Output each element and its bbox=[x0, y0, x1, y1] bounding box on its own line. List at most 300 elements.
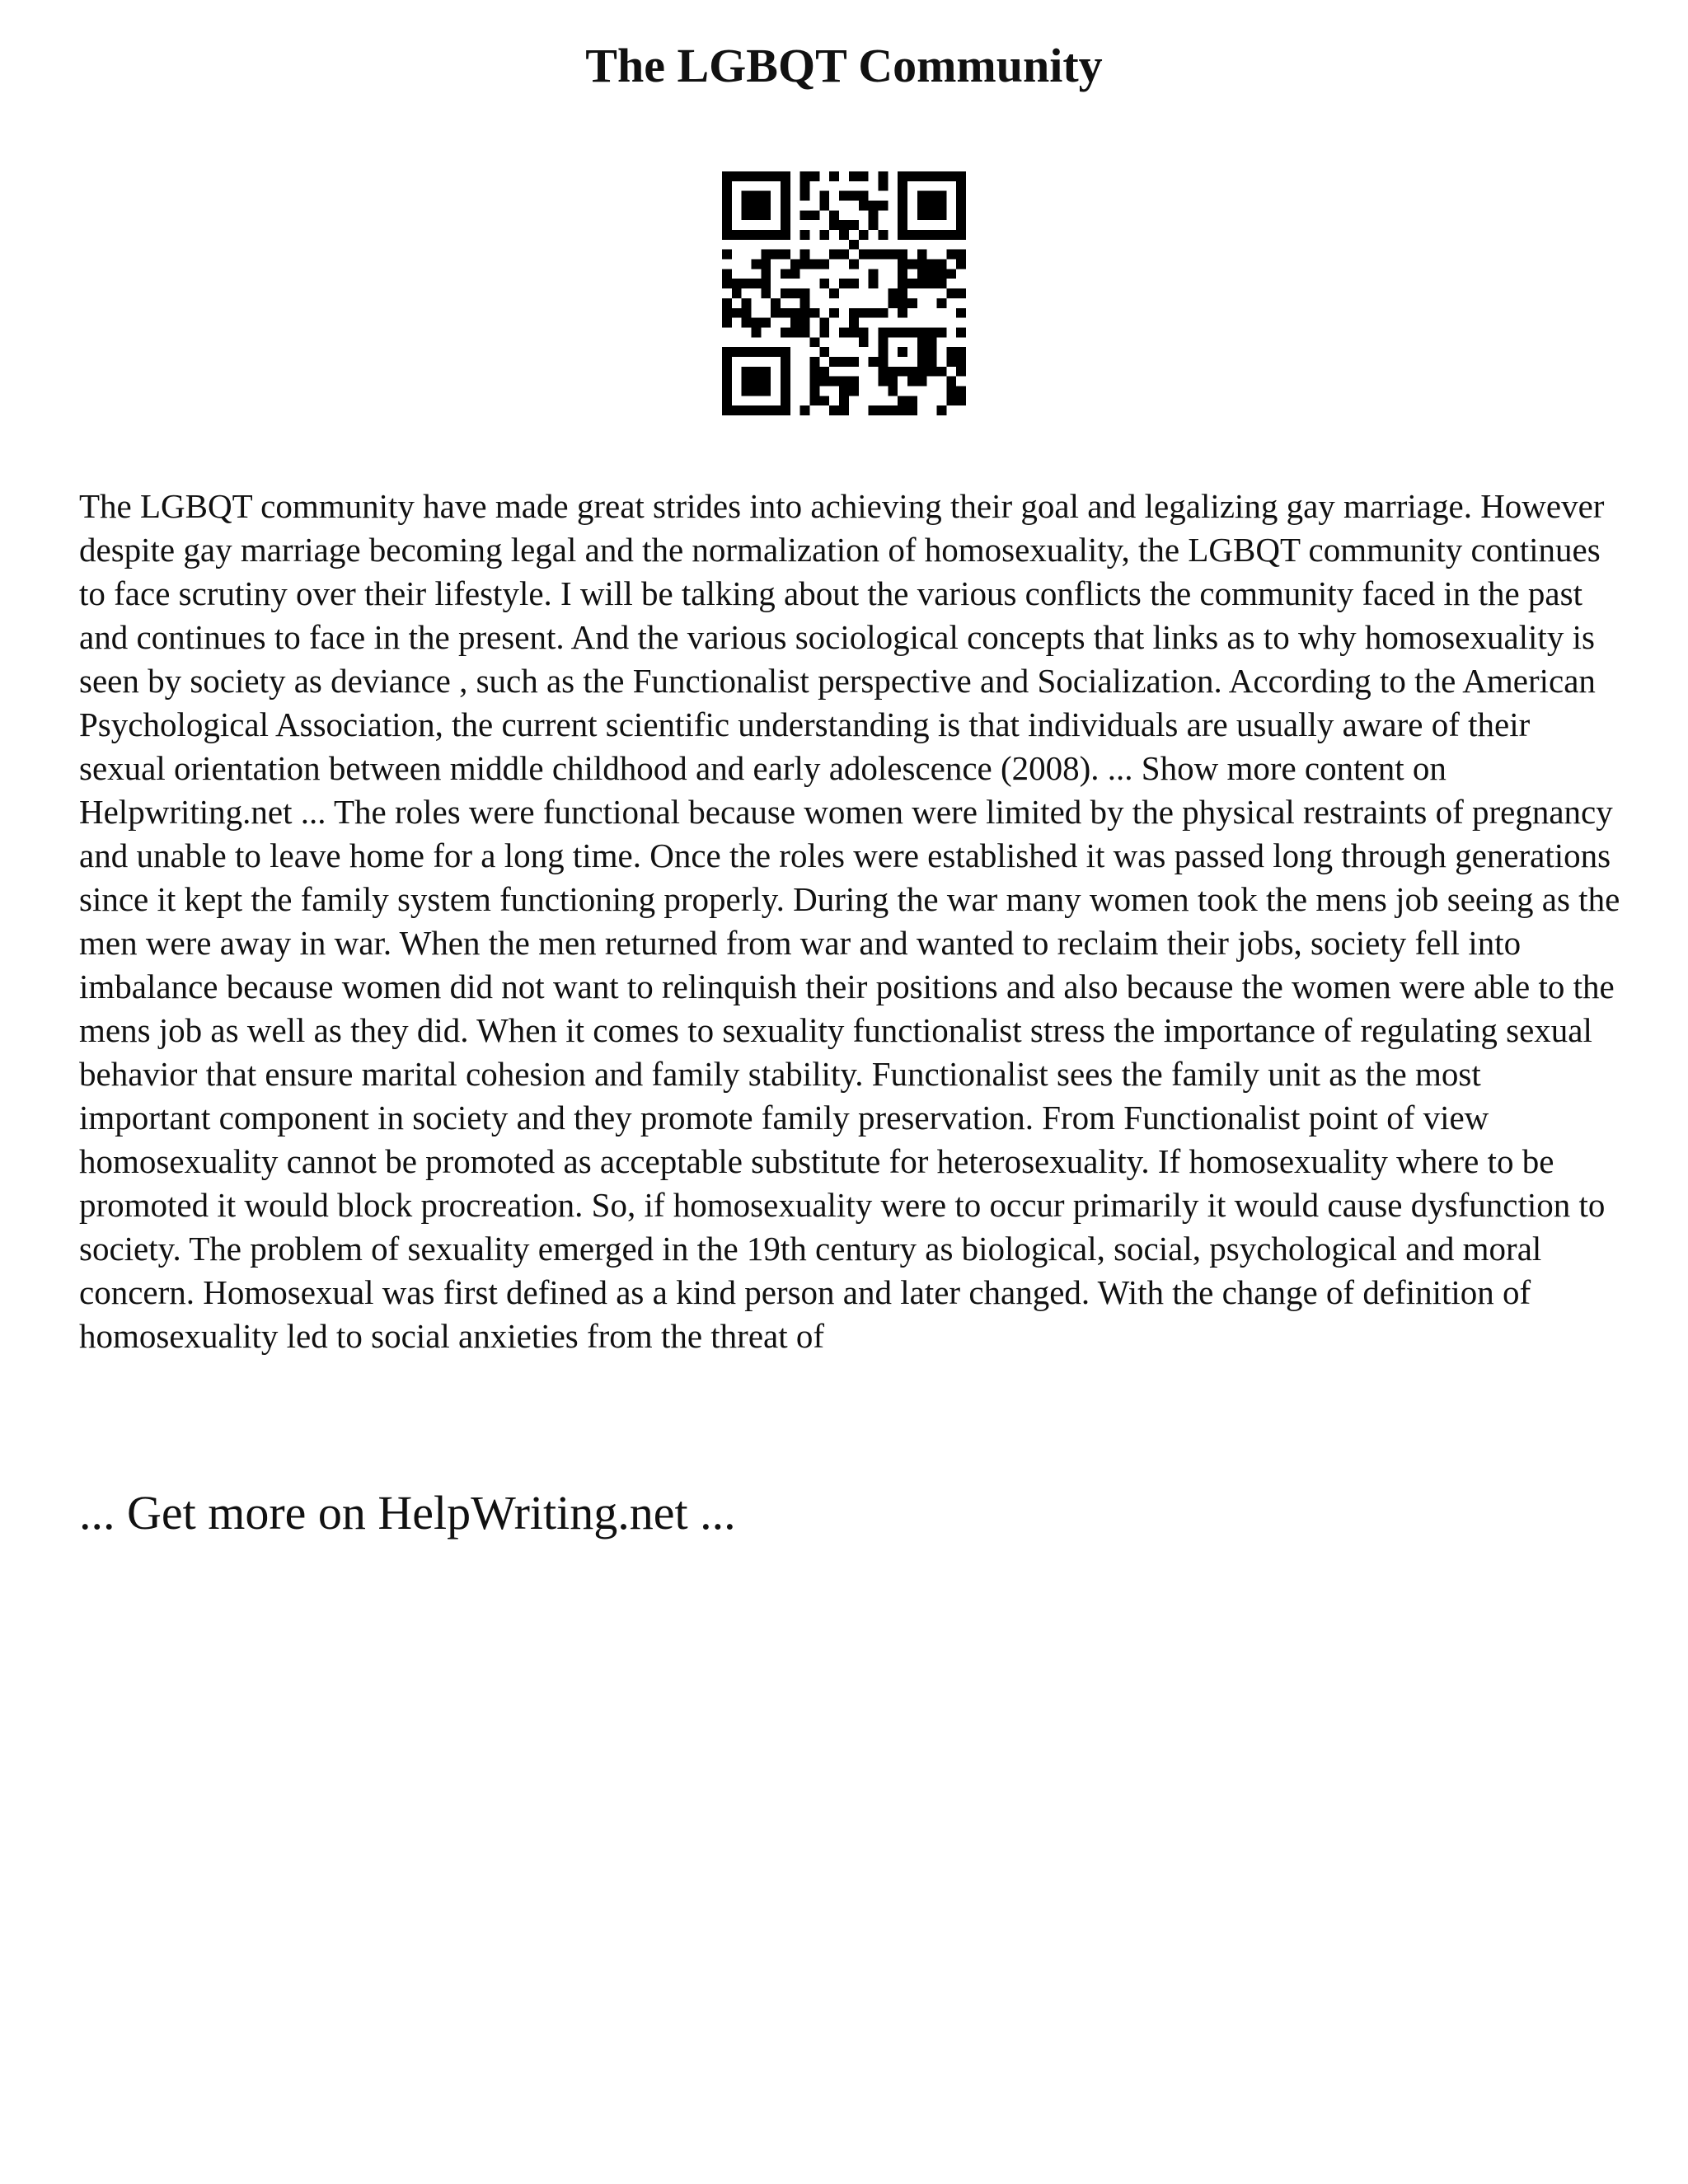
qr-module bbox=[956, 367, 966, 377]
qr-module bbox=[752, 230, 762, 240]
qr-module bbox=[829, 250, 839, 260]
qr-module bbox=[722, 279, 732, 288]
qr-module bbox=[956, 171, 966, 181]
qr-module bbox=[946, 377, 956, 387]
qr-module bbox=[917, 377, 927, 387]
qr-module bbox=[761, 386, 771, 396]
qr-module bbox=[849, 357, 859, 367]
qr-module bbox=[732, 405, 742, 415]
qr-module bbox=[927, 327, 937, 337]
qr-module bbox=[800, 260, 810, 269]
qr-module bbox=[810, 171, 820, 181]
qr-module bbox=[956, 396, 966, 405]
article-body: The LGBQT community have made great strides into achieving their goal and legalizing gay marriage. However despite gay marriage becoming legal and the normalization of homosexuality, the LGBQT community continues to face scrutiny over their lifestyle. I will be talking about the various conflicts the community faced in the past and continues to face in the present. And the various sociological concepts that links as to why homosexuality is seen by society as deviance , such as the Functionalist perspective and Socialization. According to the American Psychological Association, the current scientific understanding is that individuals are usually aware of their sexual orientation between middle childhood and early adolescence (2008). ... Show more content on Helpwriting.net ... The roles were functional because women were limited by the physical restraints of pregnancy and unable to leave home for a long time. Once the roles were established it was passed long through generations since it kept the family system functioning properly. During the war many women took the mens job seeing as the men were away in war. When the men returned from war and wanted to reclaim their jobs, society fell into imbalance because women did not want to relinquish their positions and also because the women were able to the mens job as well as they did. When it comes to sexuality functionalist stress the importance of regulating sexual behavior that ensure marital cohesion and family stability. Functionalist sees the family unit as the most important component in society and they promote family preservation. From Functionalist point of view homosexuality cannot be promoted as acceptable substitute for heterosexuality. If homosexuality where to be promoted it would block procreation. So, if homosexuality were to occur primarily it would cause dysfunction to society. The problem of sexuality emerged in the 19th century as biological, social, psychological and moral concern. Homosexual was first defined as a kind person and later changed. With the change of definition of homosexuality led to social anxieties from the threat of bbox=[79, 487, 1620, 1355]
qr-module bbox=[742, 201, 752, 211]
qr-module bbox=[869, 357, 879, 367]
qr-module bbox=[898, 220, 907, 230]
qr-module bbox=[898, 269, 907, 279]
qr-module bbox=[907, 405, 917, 415]
qr-module bbox=[810, 210, 820, 220]
qr-module bbox=[927, 337, 937, 347]
qr-module bbox=[722, 347, 732, 357]
qr-module bbox=[869, 201, 879, 211]
qr-module bbox=[849, 279, 859, 288]
qr-module bbox=[956, 327, 966, 337]
qr-module bbox=[878, 405, 888, 415]
qr-module bbox=[722, 171, 732, 181]
qr-module bbox=[956, 181, 966, 191]
qr-module bbox=[888, 367, 898, 377]
qr-module bbox=[936, 201, 946, 211]
qr-module bbox=[829, 357, 839, 367]
qr-module bbox=[936, 191, 946, 201]
qr-module bbox=[732, 171, 742, 181]
qr-module bbox=[946, 269, 956, 279]
qr-module bbox=[800, 308, 810, 318]
qr-module bbox=[839, 220, 849, 230]
qr-module bbox=[722, 250, 732, 260]
qr-module bbox=[829, 308, 839, 318]
qr-module bbox=[761, 260, 771, 269]
qr-module bbox=[936, 367, 946, 377]
qr-module bbox=[956, 386, 966, 396]
qr-module bbox=[761, 230, 771, 240]
qr-module bbox=[927, 347, 937, 357]
qr-module bbox=[859, 191, 869, 201]
qr-module bbox=[742, 171, 752, 181]
qr-module bbox=[927, 210, 937, 220]
qr-module bbox=[781, 181, 790, 191]
qr-module bbox=[898, 347, 907, 357]
qr-module bbox=[761, 201, 771, 211]
qr-module bbox=[839, 327, 849, 337]
qr-module bbox=[781, 308, 790, 318]
qr-module bbox=[722, 210, 732, 220]
qr-module bbox=[839, 357, 849, 367]
qr-module bbox=[800, 210, 810, 220]
qr-module bbox=[946, 357, 956, 367]
qr-module bbox=[742, 279, 752, 288]
qr-module bbox=[888, 327, 898, 337]
qr-module bbox=[917, 337, 927, 347]
qr-module bbox=[722, 377, 732, 387]
qr-module bbox=[781, 191, 790, 201]
qr-module bbox=[781, 288, 790, 298]
qr-module bbox=[888, 386, 898, 396]
qr-module bbox=[878, 230, 888, 240]
qr-module bbox=[946, 386, 956, 396]
qr-module bbox=[956, 201, 966, 211]
qr-module bbox=[781, 396, 790, 405]
qr-module bbox=[927, 279, 937, 288]
qr-module bbox=[819, 367, 829, 377]
qr-module bbox=[956, 210, 966, 220]
qr-module bbox=[956, 191, 966, 201]
qr-module bbox=[819, 201, 829, 211]
qr-module bbox=[927, 191, 937, 201]
qr-module bbox=[810, 377, 820, 387]
qr-module bbox=[859, 250, 869, 260]
qr-module bbox=[752, 377, 762, 387]
qr-module bbox=[810, 386, 820, 396]
qr-module bbox=[898, 367, 907, 377]
qr-module bbox=[819, 318, 829, 328]
qr-module bbox=[927, 171, 937, 181]
qr-module bbox=[936, 210, 946, 220]
qr-module bbox=[927, 230, 937, 240]
qr-code-icon bbox=[722, 171, 966, 415]
qr-module bbox=[917, 279, 927, 288]
qr-module bbox=[907, 298, 917, 308]
qr-module bbox=[898, 279, 907, 288]
qr-code-graphic bbox=[722, 171, 966, 415]
qr-module bbox=[819, 347, 829, 357]
qr-module bbox=[878, 367, 888, 377]
qr-module bbox=[761, 210, 771, 220]
qr-module bbox=[752, 367, 762, 377]
qr-module bbox=[732, 279, 742, 288]
qr-module bbox=[742, 210, 752, 220]
qr-module bbox=[742, 191, 752, 201]
qr-module bbox=[781, 357, 790, 367]
qr-module bbox=[956, 230, 966, 240]
qr-module bbox=[839, 377, 849, 387]
qr-module bbox=[956, 308, 966, 318]
qr-module bbox=[898, 201, 907, 211]
qr-module bbox=[849, 171, 859, 181]
qr-module bbox=[936, 269, 946, 279]
qr-module bbox=[752, 201, 762, 211]
qr-module bbox=[907, 396, 917, 405]
qr-module bbox=[722, 201, 732, 211]
qr-module bbox=[761, 279, 771, 288]
qr-module bbox=[790, 260, 800, 269]
qr-module bbox=[781, 201, 790, 211]
qr-module bbox=[898, 288, 907, 298]
qr-module bbox=[781, 220, 790, 230]
qr-module bbox=[898, 250, 907, 260]
qr-module bbox=[722, 386, 732, 396]
page-title: The LGBQT Community bbox=[585, 39, 1103, 92]
qr-module bbox=[839, 250, 849, 260]
qr-module bbox=[752, 386, 762, 396]
qr-module bbox=[936, 327, 946, 337]
qr-module bbox=[859, 308, 869, 318]
qr-module bbox=[849, 327, 859, 337]
qr-module bbox=[800, 405, 810, 415]
qr-module bbox=[752, 318, 762, 328]
qr-module bbox=[917, 201, 927, 211]
qr-module bbox=[869, 220, 879, 230]
qr-module bbox=[722, 318, 732, 328]
qr-module bbox=[946, 396, 956, 405]
qr-module bbox=[927, 260, 937, 269]
qr-module bbox=[761, 191, 771, 201]
qr-module bbox=[839, 230, 849, 240]
qr-module bbox=[761, 288, 771, 298]
qr-module bbox=[829, 210, 839, 220]
qr-module bbox=[859, 201, 869, 211]
qr-module bbox=[722, 405, 732, 415]
qr-module bbox=[790, 327, 800, 337]
qr-module bbox=[898, 230, 907, 240]
qr-module bbox=[898, 327, 907, 337]
qr-module bbox=[859, 230, 869, 240]
qr-module bbox=[898, 171, 907, 181]
qr-module bbox=[829, 405, 839, 415]
qr-module bbox=[907, 279, 917, 288]
qr-module bbox=[810, 396, 820, 405]
qr-module bbox=[956, 250, 966, 260]
qr-module bbox=[956, 260, 966, 269]
qr-module bbox=[732, 230, 742, 240]
qr-module bbox=[907, 327, 917, 337]
qr-module bbox=[956, 220, 966, 230]
qr-module bbox=[742, 405, 752, 415]
qr-module bbox=[722, 220, 732, 230]
qr-module bbox=[849, 220, 859, 230]
qr-module bbox=[839, 405, 849, 415]
qr-module bbox=[849, 386, 859, 396]
qr-module bbox=[849, 240, 859, 250]
qr-module bbox=[761, 405, 771, 415]
qr-module bbox=[829, 220, 839, 230]
qr-module bbox=[800, 191, 810, 201]
qr-module bbox=[859, 337, 869, 347]
qr-module bbox=[878, 347, 888, 357]
qr-module bbox=[888, 288, 898, 298]
qr-module bbox=[752, 327, 762, 337]
qr-module bbox=[898, 308, 907, 318]
qr-module bbox=[907, 377, 917, 387]
qr-module bbox=[946, 230, 956, 240]
qr-module bbox=[849, 191, 859, 201]
qr-module bbox=[907, 171, 917, 181]
qr-module bbox=[722, 191, 732, 201]
qr-module bbox=[800, 171, 810, 181]
qr-module bbox=[781, 250, 790, 260]
qr-module bbox=[781, 377, 790, 387]
qr-module bbox=[722, 230, 732, 240]
qr-module bbox=[839, 191, 849, 201]
get-more-link[interactable]: ... Get more on HelpWriting.net ... bbox=[79, 1486, 736, 1540]
qr-module bbox=[771, 171, 781, 181]
qr-module bbox=[781, 210, 790, 220]
qr-module bbox=[917, 269, 927, 279]
qr-module bbox=[869, 250, 879, 260]
qr-module bbox=[878, 377, 888, 387]
qr-module bbox=[917, 357, 927, 367]
qr-module bbox=[936, 405, 946, 415]
qr-module bbox=[917, 191, 927, 201]
qr-module bbox=[849, 260, 859, 269]
qr-module bbox=[722, 367, 732, 377]
qr-module bbox=[752, 347, 762, 357]
qr-module bbox=[800, 181, 810, 191]
qr-module bbox=[761, 347, 771, 357]
qr-module bbox=[878, 171, 888, 181]
qr-module bbox=[888, 298, 898, 308]
qr-module bbox=[722, 181, 732, 191]
qr-module bbox=[761, 377, 771, 387]
qr-module bbox=[936, 279, 946, 288]
qr-module bbox=[956, 357, 966, 367]
qr-module bbox=[917, 230, 927, 240]
qr-module bbox=[732, 308, 742, 318]
qr-module bbox=[742, 230, 752, 240]
qr-module bbox=[878, 308, 888, 318]
qr-module bbox=[790, 288, 800, 298]
qr-module bbox=[917, 171, 927, 181]
qr-module bbox=[946, 171, 956, 181]
qr-module bbox=[722, 396, 732, 405]
qr-module bbox=[907, 367, 917, 377]
qr-module bbox=[907, 260, 917, 269]
qr-module bbox=[742, 318, 752, 328]
qr-module bbox=[810, 357, 820, 367]
qr-module bbox=[898, 396, 907, 405]
qr-module bbox=[781, 386, 790, 396]
qr-module bbox=[810, 337, 820, 347]
qr-module bbox=[752, 171, 762, 181]
qr-module bbox=[742, 308, 752, 318]
qr-module bbox=[859, 171, 869, 181]
qr-module bbox=[917, 260, 927, 269]
qr-module bbox=[761, 367, 771, 377]
qr-module bbox=[761, 269, 771, 279]
qr-module bbox=[819, 279, 829, 288]
qr-module bbox=[869, 210, 879, 220]
qr-module bbox=[917, 367, 927, 377]
qr-module bbox=[761, 318, 771, 328]
qr-module bbox=[819, 396, 829, 405]
qr-module bbox=[771, 230, 781, 240]
qr-module bbox=[761, 250, 771, 260]
qr-module bbox=[936, 230, 946, 240]
qr-module bbox=[781, 327, 790, 337]
qr-module bbox=[732, 288, 742, 298]
qr-module bbox=[849, 308, 859, 318]
qr-module bbox=[869, 279, 879, 288]
qr-module bbox=[781, 230, 790, 240]
qr-module bbox=[771, 308, 781, 318]
qr-module bbox=[781, 269, 790, 279]
qr-module bbox=[742, 298, 752, 308]
qr-module bbox=[839, 386, 849, 396]
qr-module bbox=[936, 298, 946, 308]
qr-module bbox=[829, 171, 839, 181]
qr-module bbox=[869, 269, 879, 279]
qr-module bbox=[752, 260, 762, 269]
qr-module bbox=[781, 405, 790, 415]
qr-module bbox=[742, 386, 752, 396]
qr-module bbox=[946, 288, 956, 298]
qr-module bbox=[800, 327, 810, 337]
qr-module bbox=[839, 396, 849, 405]
qr-module bbox=[917, 347, 927, 357]
qr-module bbox=[878, 250, 888, 260]
qr-module bbox=[819, 327, 829, 337]
qr-module bbox=[898, 298, 907, 308]
qr-module bbox=[722, 357, 732, 367]
qr-module bbox=[829, 377, 839, 387]
qr-module bbox=[936, 260, 946, 269]
qr-module bbox=[927, 269, 937, 279]
qr-module bbox=[829, 288, 839, 298]
qr-module bbox=[810, 260, 820, 269]
qr-module bbox=[761, 171, 771, 181]
qr-module bbox=[722, 269, 732, 279]
qr-module bbox=[752, 191, 762, 201]
qr-module bbox=[878, 337, 888, 347]
qr-module bbox=[898, 405, 907, 415]
qr-module bbox=[771, 250, 781, 260]
qr-module bbox=[742, 347, 752, 357]
qr-module bbox=[898, 191, 907, 201]
qr-module bbox=[878, 327, 888, 337]
qr-module bbox=[927, 357, 937, 367]
qr-module bbox=[849, 377, 859, 387]
qr-module bbox=[917, 210, 927, 220]
qr-module bbox=[771, 405, 781, 415]
qr-module bbox=[819, 260, 829, 269]
qr-module bbox=[869, 308, 879, 318]
qr-module bbox=[810, 308, 820, 318]
qr-module bbox=[800, 230, 810, 240]
qr-module bbox=[819, 377, 829, 387]
qr-module bbox=[800, 288, 810, 298]
qr-module bbox=[888, 250, 898, 260]
qr-module bbox=[781, 367, 790, 377]
qr-module bbox=[722, 308, 732, 318]
qr-module bbox=[869, 405, 879, 415]
qr-module bbox=[849, 318, 859, 328]
qr-module bbox=[819, 191, 829, 201]
qr-module bbox=[946, 250, 956, 260]
qr-module bbox=[927, 201, 937, 211]
qr-module bbox=[752, 210, 762, 220]
qr-module bbox=[946, 347, 956, 357]
qr-module bbox=[898, 181, 907, 191]
qr-module bbox=[936, 171, 946, 181]
qr-module bbox=[878, 357, 888, 367]
qr-module bbox=[800, 318, 810, 328]
qr-module bbox=[800, 250, 810, 260]
qr-module bbox=[790, 318, 800, 328]
qr-module bbox=[722, 298, 732, 308]
qr-module bbox=[732, 347, 742, 357]
qr-module bbox=[878, 201, 888, 211]
qr-module bbox=[917, 327, 927, 337]
qr-module bbox=[917, 250, 927, 260]
qr-module bbox=[742, 367, 752, 377]
qr-module bbox=[790, 269, 800, 279]
qr-module bbox=[781, 347, 790, 357]
qr-module bbox=[752, 279, 762, 288]
qr-module bbox=[898, 210, 907, 220]
qr-module bbox=[956, 288, 966, 298]
qr-module bbox=[819, 230, 829, 240]
qr-module bbox=[771, 347, 781, 357]
qr-module bbox=[752, 405, 762, 415]
qr-module bbox=[878, 181, 888, 191]
qr-module bbox=[907, 230, 917, 240]
qr-module bbox=[800, 298, 810, 308]
qr-module bbox=[771, 298, 781, 308]
qr-module bbox=[898, 260, 907, 269]
qr-module bbox=[888, 377, 898, 387]
qr-module bbox=[839, 279, 849, 288]
